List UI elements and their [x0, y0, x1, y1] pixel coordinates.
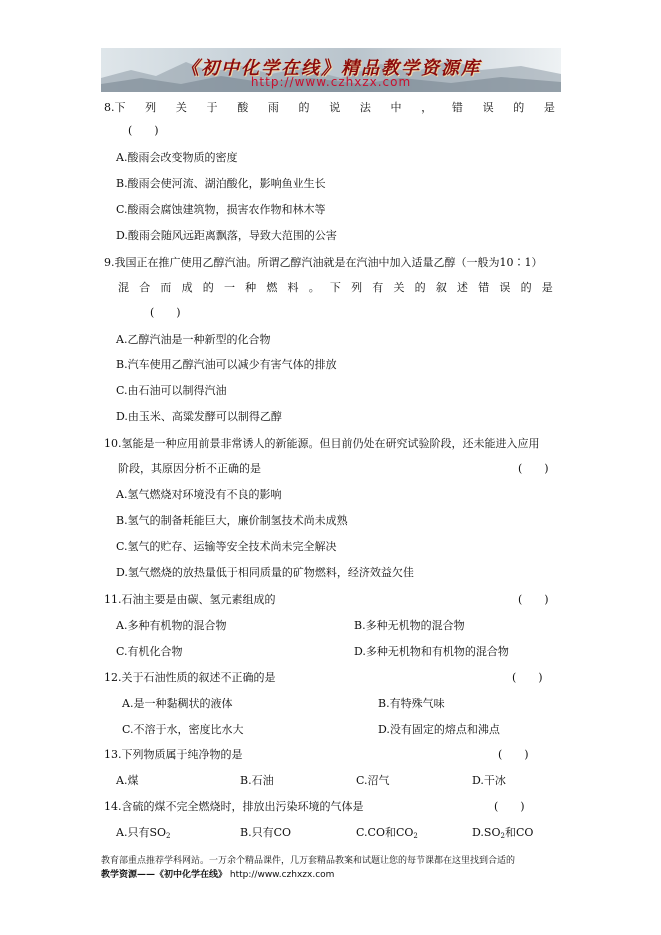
q13-option-a: A.煤 [116, 774, 139, 787]
q12-option-b: B.有特殊气味 [378, 697, 445, 710]
q8-answer-paren: ( ) [128, 124, 159, 137]
q13-option-d: D.干冰 [472, 774, 506, 787]
q11-option-a: A.多种有机物的混合物 [116, 619, 227, 632]
q9-stem-line1: 9.我国正在推广使用乙醇汽油。所谓乙醇汽油就是在汽油中加入适量乙醇（一般为10∶1） [104, 256, 543, 269]
q9-stem-line2: 混 合 而 成 的 一 种 燃 料 。 下 列 有 关 的 叙 述 错 误 的 是 [118, 281, 553, 294]
q9-answer-paren: ( ) [150, 306, 181, 319]
q9-option-a: A.乙醇汽油是一种新型的化合物 [116, 333, 271, 346]
q12-answer-paren: ( ) [512, 671, 543, 684]
q14-option-d: $D.SO_2$和CO [472, 826, 534, 840]
q8-stem: 8.下 列 关 于 酸 雨 的 说 法 中 ， 错 误 的 是 [104, 101, 555, 114]
q11-option-c: C.有机化合物 [116, 645, 183, 658]
q13-option-b: B.石油 [240, 774, 274, 787]
q14-answer-paren: ( ) [494, 800, 525, 813]
banner-url[interactable]: http://www.czhxzx.com [250, 75, 412, 89]
q13-option-c: C.沼气 [356, 774, 390, 787]
header-banner [101, 48, 561, 92]
q10-answer-paren: ( ) [518, 462, 549, 475]
banner-title: 《初中化学在线》精品教学资源库 [181, 58, 481, 79]
page-footer [101, 854, 561, 882]
q11-stem: 11.石油主要是由碳、氢元素组成的 [104, 593, 276, 606]
q14-option-c: C.CO和$CO_2$ [356, 826, 418, 840]
q8-option-c: C.酸雨会腐蚀建筑物，损害农作物和林木等 [116, 203, 326, 216]
q8-option-d: D.酸雨会随风远距离飘落，导致大范围的公害 [116, 229, 337, 242]
footer-line2 [101, 868, 561, 882]
q9-option-c: C.由石油可以制得汽油 [116, 384, 227, 397]
q9-option-d: D.由玉米、高粱发酵可以制得乙醇 [116, 410, 282, 423]
q14-option-a: A.只有$SO_2$ [116, 826, 171, 840]
q13-stem: 13.下列物质属于纯净物的是 [104, 748, 243, 761]
q10-option-a: A.氢气燃烧对环境没有不良的影响 [116, 488, 282, 501]
footer-line1: 教育部重点推荐学科网站。一万余个精品课件，几万套精品教案和试题让您的每节课都在这里找到合适的 [101, 856, 516, 866]
q12-option-c: C.不溶于水，密度比水大 [122, 723, 244, 736]
q11-answer-paren: ( ) [518, 593, 549, 606]
q12-stem: 12.关于石油性质的叙述不正确的是 [104, 671, 276, 684]
q11-option-d: D.多种无机物和有机物的混合物 [354, 645, 509, 658]
footer-link[interactable]: http://www.czhxzx.com [229, 870, 335, 880]
q12-option-a: A.是一种黏稠状的液体 [122, 697, 233, 710]
q9-option-b: B.汽车使用乙醇汽油可以减少有害气体的排放 [116, 358, 337, 371]
q12-option-d: D.没有固定的熔点和沸点 [378, 723, 500, 736]
q10-option-b: B.氢气的制备耗能巨大，廉价制氢技术尚未成熟 [116, 514, 348, 527]
q10-option-c: C.氢气的贮存、运输等安全技术尚未完全解决 [116, 540, 337, 553]
q10-stem-line1: 10.氢能是一种应用前景非常诱人的新能源。但目前仍处在研究试验阶段，还未能进入应用 [104, 437, 540, 450]
q14-stem: 14.含硫的煤不完全燃烧时，排放出污染环境的气体是 [104, 800, 364, 813]
footer-label: 教学资源——《初中化学在线》 [101, 870, 228, 880]
q14-option-b: B.只有CO [240, 826, 292, 839]
q11-option-b: B.多种无机物的混合物 [354, 619, 465, 632]
q10-stem-line2: 阶段，其原因分析不正确的是 [118, 462, 261, 475]
q10-option-d: D.氢气燃烧的放热量低于相同质量的矿物燃料，经济效益欠佳 [116, 566, 414, 579]
q13-answer-paren: ( ) [498, 748, 529, 761]
q8-option-a: A.酸雨会改变物质的密度 [116, 151, 238, 164]
q8-option-b: B.酸雨会使河流、湖泊酸化，影响鱼业生长 [116, 177, 326, 190]
